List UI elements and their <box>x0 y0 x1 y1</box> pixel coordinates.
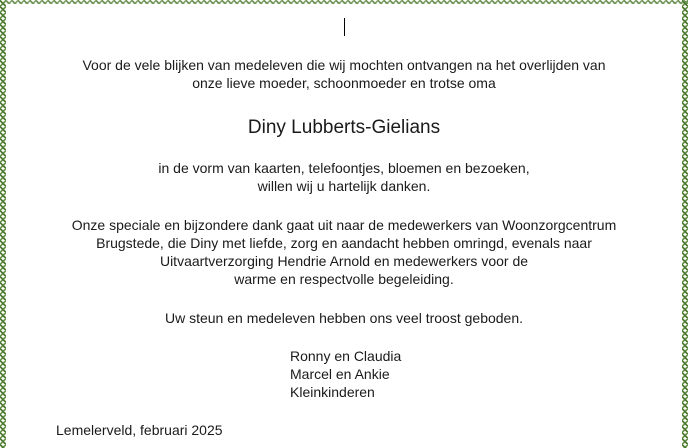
special-thanks-line-3: Uitvaartverzorging Hendrie Arnold en medewerkers voor de <box>159 253 529 269</box>
special-thanks-line-4: warme en respectvolle begeleiding. <box>234 271 454 287</box>
deceased-name: Diny Lubberts-Gielians <box>247 117 441 138</box>
special-thanks-line-1: Onze speciale en bijzondere dank gaat uit naar de medewerkers van Woonzorgcentrum <box>71 217 617 233</box>
signer-3: Kleinkinderen <box>290 384 375 400</box>
signer-2: Marcel en Ankie <box>290 366 390 382</box>
signer-1: Ronny en Claudia <box>290 348 402 364</box>
special-thanks-paragraph <box>0 216 688 288</box>
intro-line-2: onze lieve moeder, schoonmoeder en trotse oma <box>192 75 496 91</box>
intro-line-1: Voor de vele blijken van medeleven die wij mochten ontvangen na het overlijden van <box>82 57 606 73</box>
signers-list <box>290 347 401 401</box>
special-thanks-line-2: Brugstede, die Diny met liefde, zorg en aandacht hebben omringd, evenals naar <box>96 235 592 251</box>
place-date: Lemelerveld, februari 2025 <box>56 422 223 438</box>
forms-paragraph <box>0 159 688 195</box>
forms-line-2: willen wij u hartelijk danken. <box>257 178 431 194</box>
forms-line-1: in de vorm van kaarten, telefoontjes, bloemen en bezoeken, <box>158 160 530 176</box>
text-cursor <box>344 18 345 36</box>
intro-paragraph <box>0 56 688 92</box>
support-line: Uw steun en medeleven hebben ons veel troost geboden. <box>164 310 524 326</box>
decorative-border-top <box>0 0 688 4</box>
support-paragraph <box>0 309 688 327</box>
